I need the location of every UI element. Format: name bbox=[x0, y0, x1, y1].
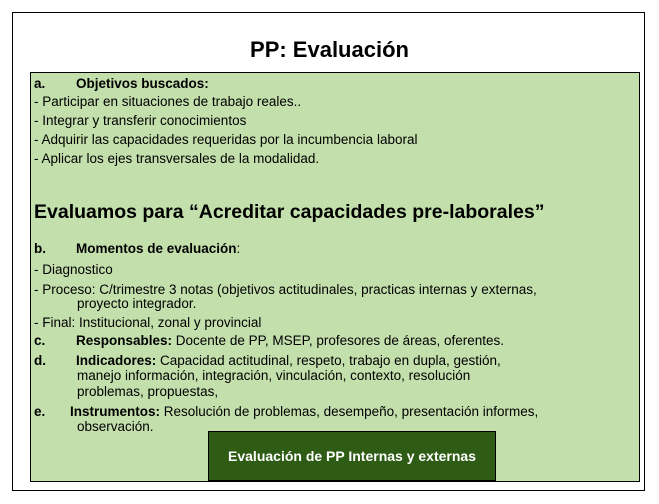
section-e-line2: observación. bbox=[77, 419, 154, 434]
section-b-colon: : bbox=[236, 241, 241, 256]
section-a-letter: a. bbox=[34, 76, 46, 91]
section-b-title: Momentos de evaluación bbox=[76, 241, 237, 256]
objective-item-3: - Adquirir las capacidades requeridas por la incumbencia laboral bbox=[34, 132, 418, 147]
objective-item-4: - Aplicar los ejes transversales de la modalidad. bbox=[34, 151, 320, 166]
section-e bbox=[34, 404, 538, 420]
evaluation-internal-external-button[interactable]: Evaluación de PP Internas y externas bbox=[208, 431, 496, 481]
moment-diagnostic: - Diagnostico bbox=[34, 262, 113, 277]
moment-process-line1: - Proceso: C/trimestre 3 notas (objetivos actitudinales, practicas internas y externas, bbox=[34, 282, 537, 297]
section-e-line1: Resolución de problemas, desempeño, presentación informes, bbox=[160, 404, 539, 419]
section-b-letter: b. bbox=[34, 241, 46, 256]
section-a-heading bbox=[34, 76, 209, 92]
moment-process-line2: proyecto integrador. bbox=[77, 296, 197, 311]
moment-final: - Final: Institucional, zonal y provincial bbox=[34, 315, 262, 330]
section-c bbox=[34, 333, 504, 349]
section-c-title: Responsables: bbox=[76, 333, 173, 348]
section-d-line1: Capacidad actitudinal, respeto, trabajo en dupla, gestión, bbox=[156, 353, 501, 368]
headline: Evaluamos para “Acreditar capacidades pre-laborales” bbox=[34, 201, 545, 223]
section-d-letter: d. bbox=[34, 353, 46, 368]
objective-item-2: - Integrar y transferir conocimientos bbox=[34, 113, 247, 128]
section-d-line3: problemas, propuestas, bbox=[77, 384, 219, 399]
section-b-heading bbox=[34, 241, 240, 257]
objective-item-1: - Participar en situaciones de trabajo reales.. bbox=[34, 94, 302, 109]
section-d bbox=[34, 353, 501, 369]
section-c-letter: c. bbox=[34, 333, 46, 348]
section-e-title: Instrumentos: bbox=[70, 404, 161, 419]
section-d-line2: manejo información, integración, vinculación, contexto, resolución bbox=[77, 368, 471, 383]
slide-title: PP: Evaluación bbox=[250, 37, 409, 62]
section-e-letter: e. bbox=[34, 404, 46, 419]
section-d-title: Indicadores: bbox=[76, 353, 157, 368]
section-a-title: Objetivos buscados: bbox=[76, 76, 209, 91]
section-c-text: Docente de PP, MSEP, profesores de áreas, oferentes. bbox=[172, 333, 504, 348]
